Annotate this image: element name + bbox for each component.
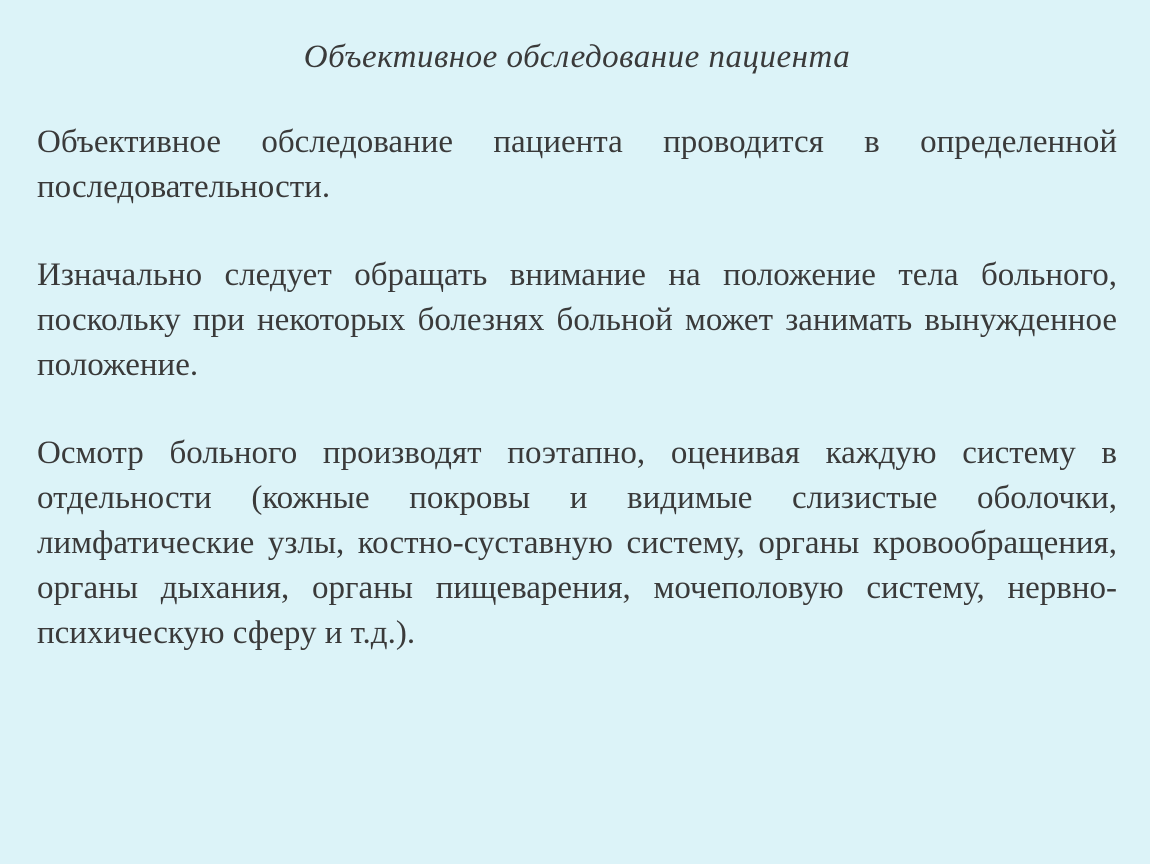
paragraph-examination-stages: Осмотр больного производят поэтапно, оценивая каждую систему в отдельности (кожные покровы и видимые слизистые оболочки, лимфатические узлы, костно-суставную систему, органы кровообращения, органы дыхания, органы пищеварения, мочеполовую систему, нервно-психическую сферу и т.д.). bbox=[37, 435, 1117, 651]
paragraph-sequence: Объективное обследование пациента проводится в определенной последовательности. bbox=[37, 124, 1117, 205]
slide-title: Объективное обследование пациента bbox=[303, 39, 851, 75]
paragraph-body-position: Изначально следует обращать внимание на положение тела больного, поскольку при некоторых болезнях больной может занимать вынужденное положение. bbox=[37, 257, 1117, 383]
